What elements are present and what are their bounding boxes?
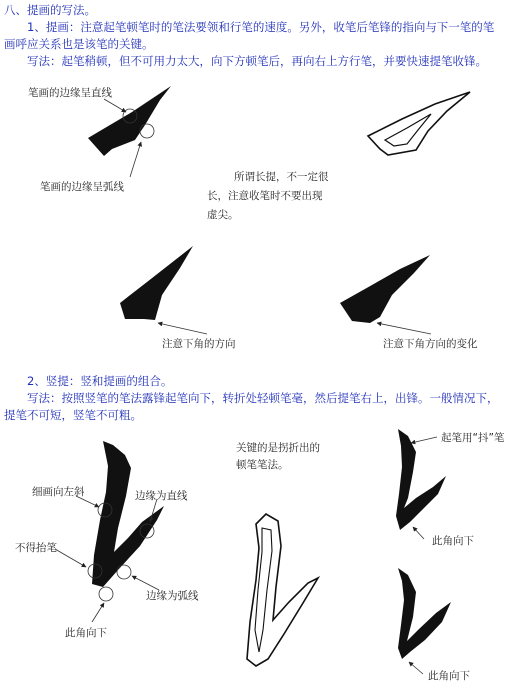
label-edge-straight-2: 边缘为直线 xyxy=(135,490,188,502)
note-long-ti-2: 长，注意收笔时不要出现 xyxy=(207,190,323,202)
label-dou-brush: 起笔用“抖”笔 xyxy=(441,432,505,444)
paragraph-1-line-1: 1、提画：注意起笔顿笔时的笔法要领和行笔的速度。另外，收笔后笔锋的指向与下一笔的笔 xyxy=(27,20,495,34)
note-long-ti-1: 所谓长提，不一定很 xyxy=(234,171,329,183)
label-no-lift: 不得抬笔 xyxy=(15,542,57,554)
section-title: 八、提画的写法。 xyxy=(4,3,96,17)
note-key-1: 关键的是拐折出的 xyxy=(236,442,320,454)
label-corner-down-2: 此角向下 xyxy=(432,535,474,547)
paragraph-1-line-3: 写法：起笔稍顿，但不可用力太大，向下方顿笔后，再向右上方行笔，并要快速提笔收锋。 xyxy=(27,54,487,68)
label-edge-straight: 笔画的边缘呈直线 xyxy=(28,87,112,99)
caption-left: 注意下角的方向 xyxy=(162,338,236,350)
caption-right: 注意下角方向的变化 xyxy=(383,338,478,350)
note-long-ti-3: 虚尖。 xyxy=(207,209,239,221)
label-corner-down: 此角向下 xyxy=(65,627,107,639)
note-key-2: 顿笔笔法。 xyxy=(236,459,289,471)
paragraph-2-line-2: 写法：按照竖笔的笔法露锋起笔向下，转折处轻顿笔毫，然后提笔右上，出锋。一般情况下， xyxy=(27,391,499,405)
paragraph-1-line-2: 画呼应关系也是该笔的关键。 xyxy=(4,37,154,51)
paragraph-2-line-3: 提笔不可短，竖笔不可粗。 xyxy=(4,408,142,422)
label-edge-arc-2: 边缘为弧线 xyxy=(146,590,199,602)
label-edge-arc: 笔画的边缘呈弧线 xyxy=(40,181,124,193)
label-corner-down-3: 此角向下 xyxy=(428,670,470,682)
paragraph-2-line-1: 2、竖提：竖和提画的组合。 xyxy=(27,374,173,388)
label-tilt-left: 细画向左斜 xyxy=(32,486,85,498)
